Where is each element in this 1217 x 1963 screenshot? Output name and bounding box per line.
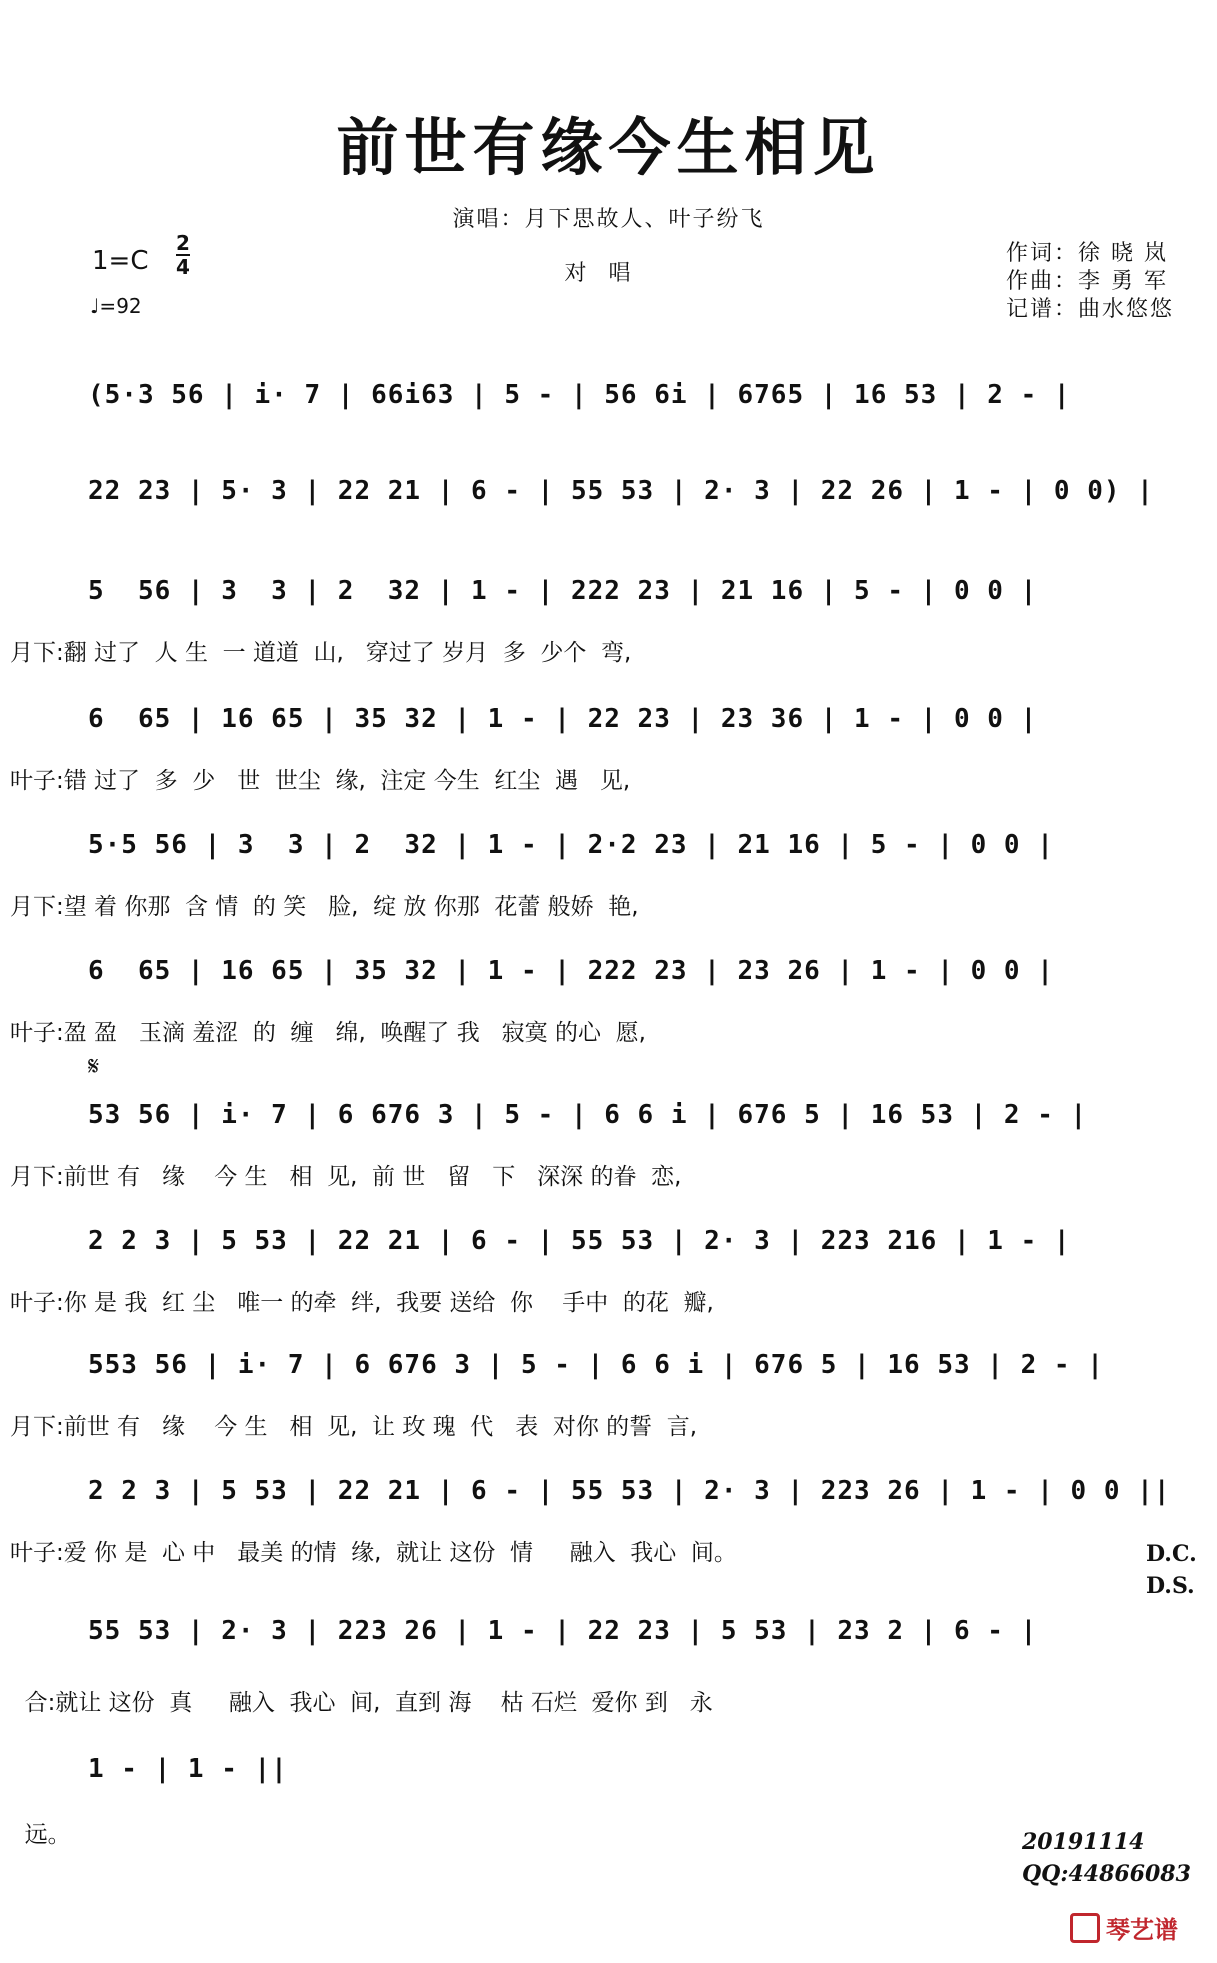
notation-line: 53 56 | i· 7 | 6 676 3 | 5 - | 6 6 i | 676 5 | 16 53 | 2 - | <box>88 1100 1088 1130</box>
time-signature <box>176 231 190 279</box>
transcriber: 记谱：曲水悠悠 <box>1006 297 1175 322</box>
lyricist: 作词：徐 晓 岚 <box>1006 241 1168 266</box>
composer: 作曲：李 勇 军 <box>1006 269 1168 294</box>
notation-line: 2 2 3 | 5 53 | 22 21 | 6 - | 55 53 | 2· 3 | 223 26 | 1 - | 0 0 || <box>88 1476 1171 1506</box>
footer-info <box>1022 1826 1191 1890</box>
logo-text: 琴艺谱 <box>1106 1916 1178 1944</box>
notation-line: 55 53 | 2· 3 | 223 26 | 1 - | 22 23 | 5 53 | 23 2 | 6 - | <box>88 1616 1038 1646</box>
notation-line: 2 2 3 | 5 53 | 22 21 | 6 - | 55 53 | 2· 3 | 223 216 | 1 - | <box>88 1226 1071 1256</box>
ds-mark: D.S. <box>1146 1573 1195 1599</box>
lyric-line: 叶子:错 过了 多 少 世 世尘 缘, 注定 今生 红尘 遇 见, <box>10 768 631 794</box>
lyric-line: 合:就让 这份 真 融入 我心 间, 直到 海 枯 石烂 爱你 到 永 <box>10 1690 713 1716</box>
segno-sign: 𝄋 <box>88 1052 100 1082</box>
logo-icon <box>1070 1913 1100 1943</box>
site-logo <box>1070 1910 1178 1945</box>
date-text: 20191114 <box>1022 1829 1145 1855</box>
notation-line: 1 - | 1 - || <box>88 1754 288 1784</box>
credits <box>1006 240 1174 324</box>
notation-line: 5·5 56 | 3 3 | 2 32 | 1 - | 2·2 23 | 21 16 | 5 - | 0 0 | <box>88 830 1054 860</box>
lyric-line: 远。 <box>10 1822 71 1848</box>
lyric-line: 叶子:盈 盈 玉滴 羞涩 的 缠 绵, 唤醒了 我 寂寞 的心 愿, <box>10 1020 646 1046</box>
dc-mark: D.C. <box>1146 1541 1197 1567</box>
time-top: 2 <box>176 231 190 255</box>
notation-line: 22 23 | 5· 3 | 22 21 | 6 - | 55 53 | 2· 3 | 22 26 | 1 - | 0 0) | <box>88 476 1154 506</box>
lyric-line: 月下:望 着 你那 含 情 的 笑 脸, 绽 放 你那 花蕾 般娇 艳, <box>10 894 639 920</box>
duet-label: 对唱 <box>564 261 653 286</box>
repeat-marks <box>1146 1538 1197 1602</box>
notation-line: 6 65 | 16 65 | 35 32 | 1 - | 222 23 | 23 26 | 1 - | 0 0 | <box>88 956 1054 986</box>
notation-line: 6 65 | 16 65 | 35 32 | 1 - | 22 23 | 23 36 | 1 - | 0 0 | <box>88 704 1038 734</box>
lyric-line: 叶子:你 是 我 红 尘 唯一 的牵 绊, 我要 送给 你 手中 的花 瓣, <box>10 1290 714 1316</box>
lyric-line: 叶子:爱 你 是 心 中 最美 的情 缘, 就让 这份 情 融入 我心 间。 <box>10 1540 737 1566</box>
singers-line: 演唱：月下思故人、叶子纷飞 <box>452 207 765 232</box>
key-signature: 1=C <box>92 246 149 276</box>
lyric-line: 月下:前世 有 缘 今 生 相 见, 前 世 留 下 深深 的眷 恋, <box>10 1164 682 1190</box>
time-bottom: 4 <box>176 255 190 279</box>
qq-text: QQ:44866083 <box>1022 1861 1191 1887</box>
lyric-line: 月下:翻 过了 人 生 一 道道 山, 穿过了 岁月 多 少个 弯, <box>10 640 632 666</box>
lyric-line: 月下:前世 有 缘 今 生 相 见, 让 玫 瑰 代 表 对你 的誓 言, <box>10 1414 698 1440</box>
tempo-mark: ♩=92 <box>90 294 142 318</box>
song-title: 前世有缘今生相见 <box>336 111 881 184</box>
notation-line: 5 56 | 3 3 | 2 32 | 1 - | 222 23 | 21 16 | 5 - | 0 0 | <box>88 576 1038 606</box>
notation-line: (5·3 56 | i· 7 | 66i63 | 5 - | 56 6i | 6765 | 16 53 | 2 - | <box>88 380 1071 410</box>
notation-line: 553 56 | i· 7 | 6 676 3 | 5 - | 6 6 i | 676 5 | 16 53 | 2 - | <box>88 1350 1104 1380</box>
